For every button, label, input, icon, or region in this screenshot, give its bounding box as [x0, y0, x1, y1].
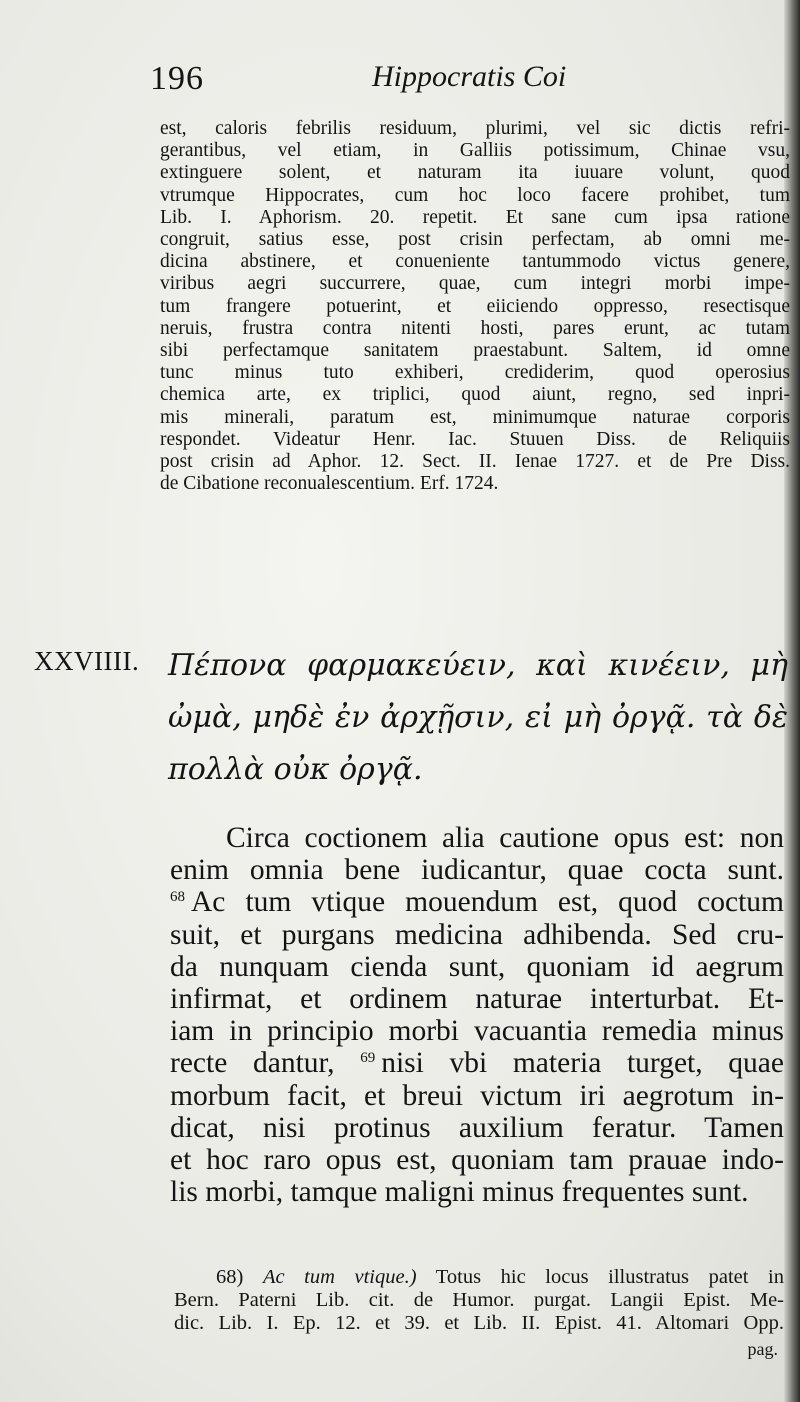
- commentary-line: morbum facit, et breui victum iri aegrotum in-: [170, 1079, 784, 1112]
- footnote-marker: 68): [216, 1266, 244, 1288]
- note-line: viribus aegri succurrere, quae, cum integri morbi impe-: [160, 273, 790, 295]
- greek-line: Πέπονα φαρμακεύειν, καὶ κινέειν, μὴ: [168, 648, 788, 683]
- note-line: neruis, frustra contra nitenti hosti, pares erunt, ac tutam: [160, 317, 790, 339]
- commentary-line: enim omnia bene iudicantur, quae cocta sunt.: [170, 854, 784, 887]
- note-line: respondet. Videatur Henr. Iac. Stuuen Diss. de Reliquiis: [160, 428, 790, 450]
- commentary-line-text: Ac tum vtique mouendum est, quod coctum: [191, 886, 784, 919]
- commentary-line-text: nisi vbi materia turget, quae: [381, 1047, 784, 1080]
- greek-aphorism-text: [168, 640, 788, 796]
- footnote-reference-68: 68: [170, 888, 185, 905]
- note-line: de Cibatione reconualescentium. Erf. 1724.: [160, 473, 499, 495]
- note-line: vtrumque Hippocrates, cum hoc loco facere prohibet, tum: [160, 184, 790, 206]
- commentary-line: Circa coctionem alia cautione opus est: non: [226, 822, 784, 854]
- preceding-note-text: [160, 118, 790, 495]
- note-line: tunc minus tuto exhiberi, crediderim, quod operosius: [160, 362, 790, 384]
- note-line: Lib. I. Aphorism. 20. repetit. Et sane cum ipsa ratione: [160, 206, 790, 228]
- footnote-title: Ac tum vtique.): [262, 1266, 417, 1288]
- page-header: [150, 60, 770, 110]
- footnote-68: [174, 1266, 784, 1359]
- commentary-line: [170, 1047, 784, 1079]
- greek-line: πολλὰ οὐκ ὀργᾷ.: [168, 752, 423, 787]
- commentary-line: iam in principio morbi vacuantia remedia minus: [170, 1015, 784, 1048]
- footnote-line: Bern. Paterni Lib. cit. de Humor. purgat. Langii Epist. Me-: [174, 1289, 784, 1311]
- commentary-line-text: recte dantur,: [170, 1047, 335, 1080]
- latin-commentary: [170, 822, 784, 1208]
- footnote-line: dic. Lib. I. Ep. 12. et 39. et Lib. II. Epist. 41. Altomari Opp.: [174, 1312, 784, 1334]
- note-line: chemica arte, ex triplici, quod aiunt, regno, sed inpri-: [160, 384, 790, 406]
- note-line: mis minerali, paratum est, minimumque naturae corporis: [160, 406, 790, 428]
- footnote-text: Totus hic locus illustratus patet in: [435, 1266, 784, 1288]
- commentary-line: infirmat, et ordinem naturae interturbat. Et-: [170, 983, 784, 1016]
- greek-line: ὠμὰ, μηδὲ ἐν ἀρχῇσιν, εἰ μὴ ὀργᾷ. τὰ δὲ: [168, 700, 788, 735]
- commentary-line: da nunquam cienda sunt, quoniam id aegrum: [170, 950, 784, 983]
- note-line: sibi perfectamque sanitatem praestabunt. Saltem, id omne: [160, 340, 790, 362]
- note-line: est, caloris febrilis residuum, plurimi, vel sic dictis refri-: [160, 118, 790, 139]
- commentary-line: dicat, nisi protinus auxilium feratur. Tamen: [170, 1111, 784, 1144]
- note-line: tum frangere potuerint, et eiiciendo oppresso, resectisque: [160, 295, 790, 317]
- note-line: post crisin ad Aphor. 12. Sect. II. Ienae 1727. et de Pre Diss.: [160, 451, 790, 473]
- note-line: congruit, satius esse, post crisin perfectam, ab omni me-: [160, 229, 790, 251]
- note-line: extinguere solent, et naturam ita iuuare volunt, quod: [160, 162, 790, 184]
- footnote-line: [174, 1266, 784, 1289]
- commentary-line: suit, et purgans medicina adhibenda. Sed cru-: [170, 918, 784, 951]
- catchword: pag.: [747, 1339, 778, 1359]
- note-line: dicina abstinere, et conueniente tantummodo victus genere,: [160, 251, 790, 273]
- commentary-line: [170, 886, 784, 918]
- commentary-line: lis morbi, tamque maligni minus frequentes sunt.: [170, 1176, 749, 1209]
- page-number: 196: [150, 60, 204, 97]
- aphorism-number: XXVIIII.: [34, 646, 140, 676]
- commentary-line: et hoc raro opus est, quoniam tam prauae indo-: [170, 1144, 784, 1177]
- footnote-reference-69: 69: [360, 1049, 376, 1066]
- note-line: gerantibus, vel etiam, in Galliis potissimum, Chinae vsu,: [160, 140, 790, 162]
- running-head: Hippocratis Coi: [372, 60, 567, 93]
